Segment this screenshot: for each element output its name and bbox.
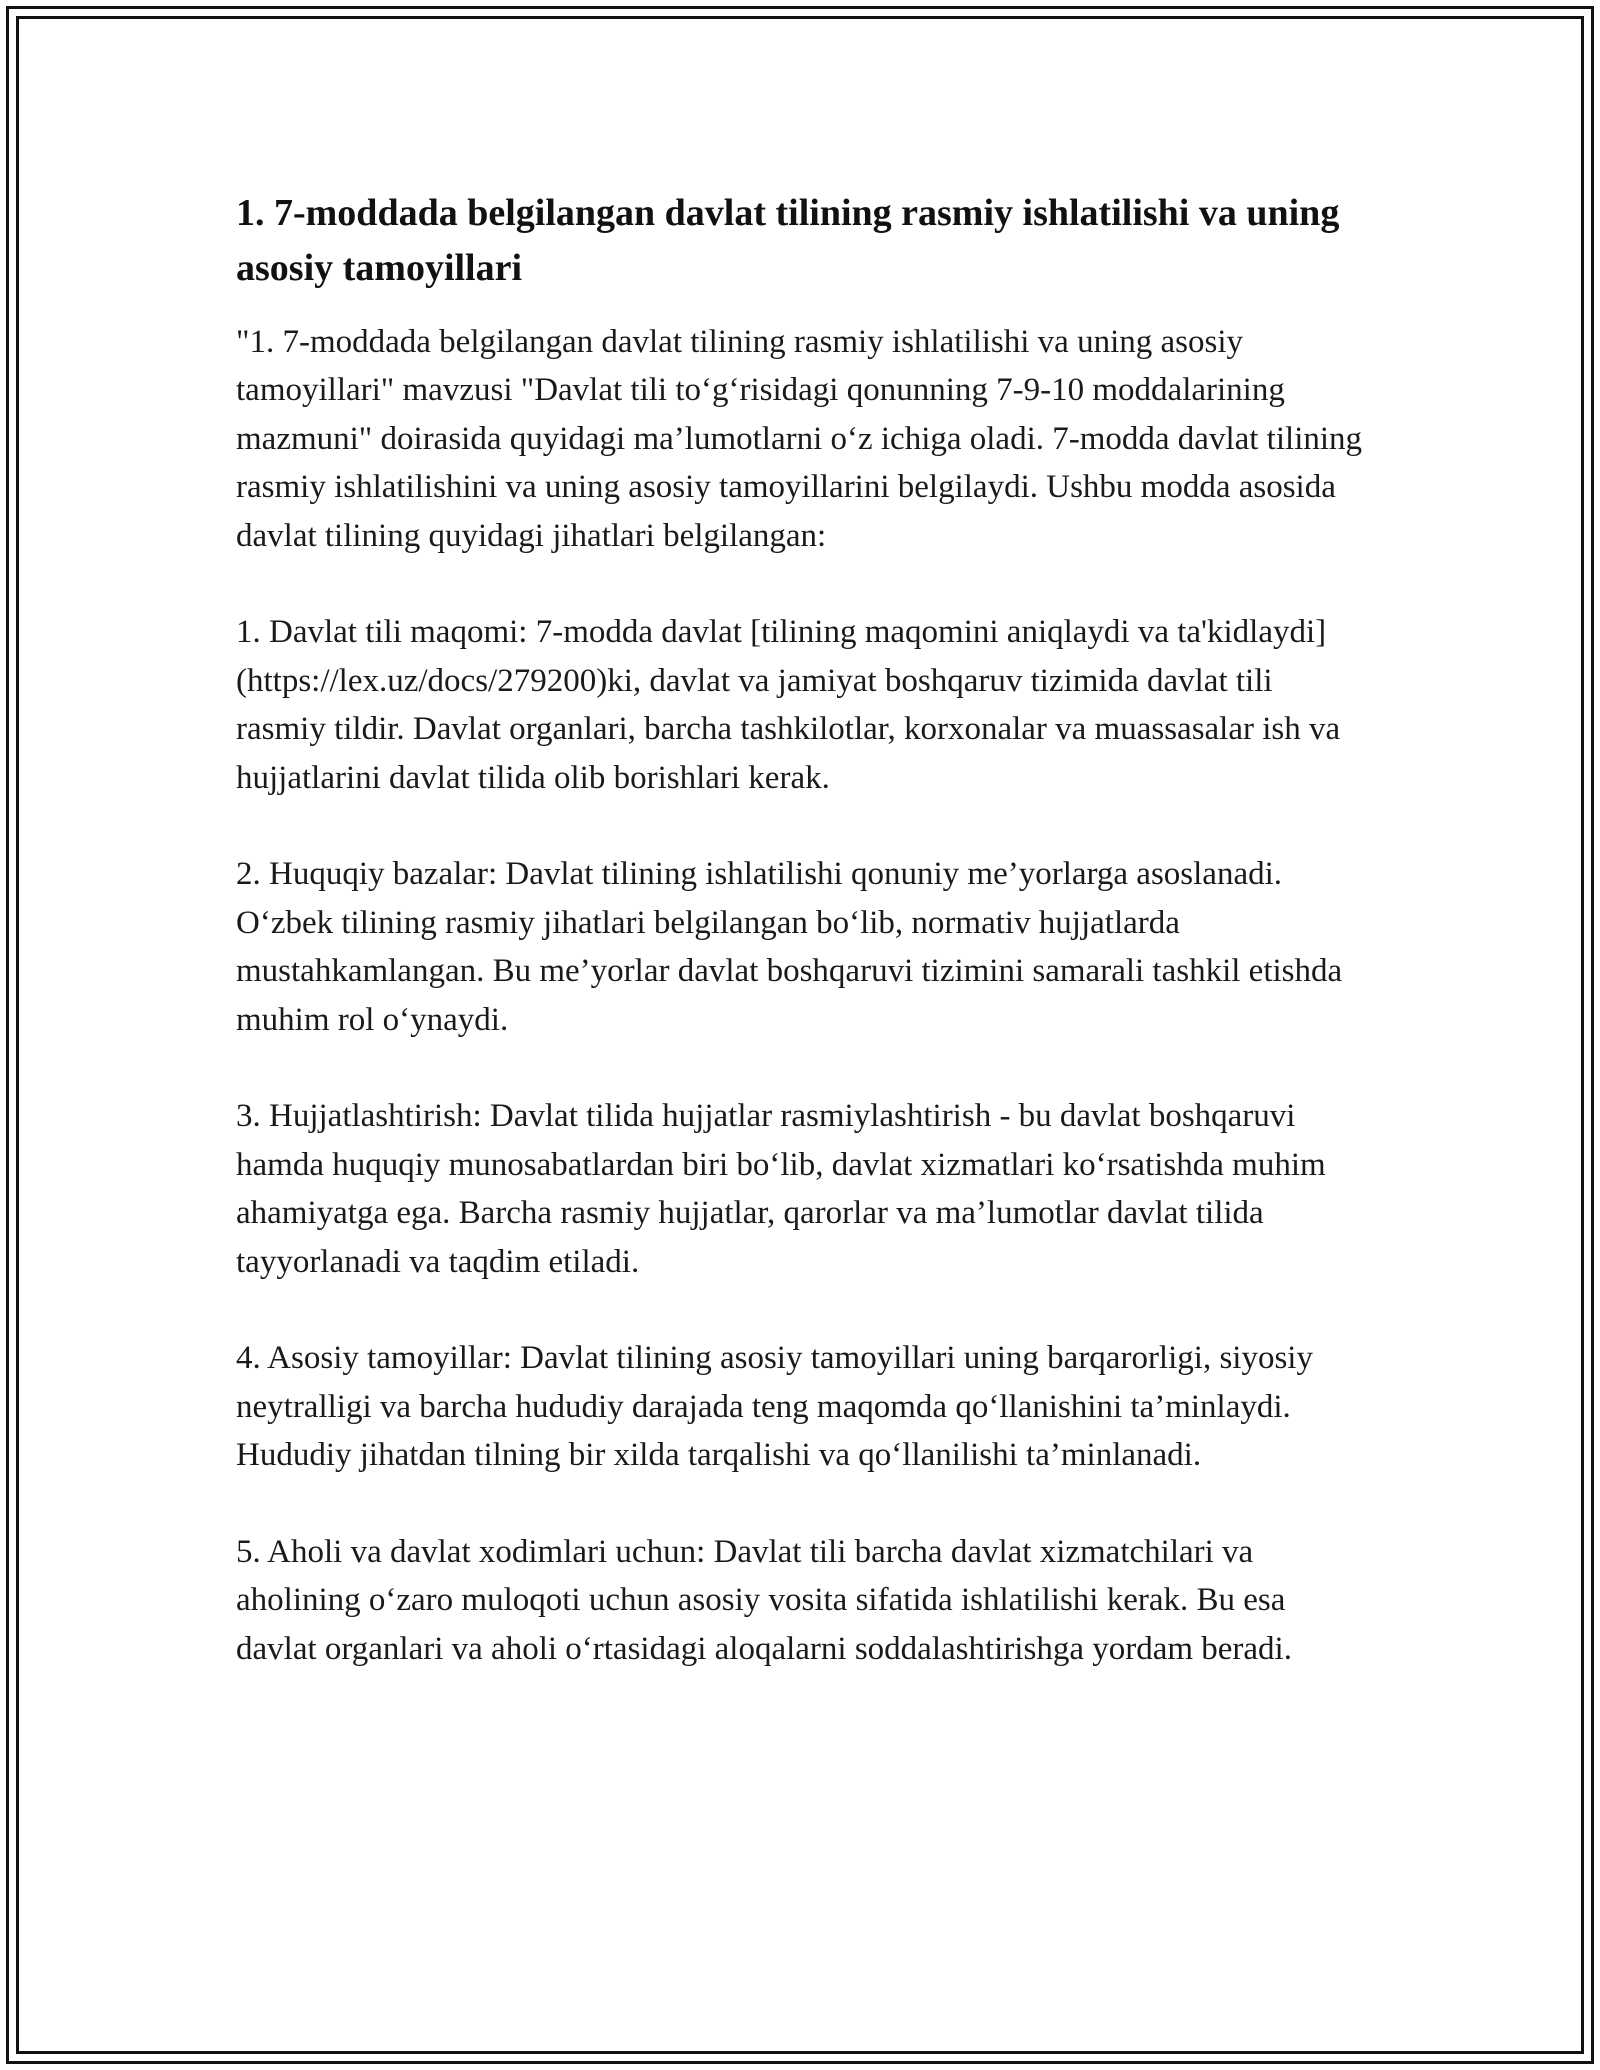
point-5-paragraph: 5. Aholi va davlat xodimlari uchun: Davlat tili barcha davlat xizmatchilari va aholining o‘zaro muloqoti uchun asosiy vosita sifatida ishlatilishi kerak. Bu esa davlat organlari va aholi o‘rtasidagi aloqalarni soddalashtirishga yordam beradi.: [236, 1534, 1292, 1667]
document-body: [236, 186, 1366, 1722]
point-4-paragraph: 4. Asosiy tamoyillar: Davlat tilining asosiy tamoyillari uning barqarorligi, siyosiy neytralligi va barcha hududiy darajada teng maqomda qo‘llanishini ta’minlaydi. Hududiy jihatdan tilning bir xilda tarqalishi va qo‘llanilishi ta’minlanadi.: [236, 1340, 1313, 1474]
document-title: 1. 7-moddada belgilangan davlat tilining rasmiy ishlatilishi va uning asosiy tamoyillari: [236, 192, 1340, 289]
intro-paragraph: "1. 7-moddada belgilangan davlat tilining rasmiy ishlatilishi va uning asosiy tamoyillari" mavzusi "Davlat tili to‘g‘risidagi qonunning 7-9-10 moddalarining mazmuni" doirasida quyidagi ma’lumotlarni o‘z ichiga oladi. 7-modda davlat tilining rasmiy ishlatilishini va uning asosiy tamoyillarini belgilaydi. Ushbu modda asosida davlat tilining quyidagi jihatlari belgilangan:: [236, 324, 1363, 554]
point-1-paragraph: 1. Davlat tili maqomi: 7-modda davlat [tilining maqomini aniqlaydi va ta'kidlaydi](https://lex.uz/docs/279200)ki, davlat va jamiyat boshqaruv tizimida davlat tili rasmiy tildir. Davlat organlari, barcha tashkilotlar, korxonalar va muassasalar ish va hujjatlarini davlat tilida olib borishlari kerak.: [236, 614, 1341, 796]
point-2-paragraph: 2. Huquqiy bazalar: Davlat tilining ishlatilishi qonuniy me’yorlarga asoslanadi. O‘zbek tilining rasmiy jihatlari belgilangan bo‘lib, normativ hujjatlarda mustahkamlangan. Bu me’yorlar davlat boshqaruvi tizimini samarali tashkil etishda muhim rol o‘ynaydi.: [236, 856, 1343, 1038]
point-3-paragraph: 3. Hujjatlashtirish: Davlat tilida hujjatlar rasmiylashtirish - bu davlat boshqaruvi hamda huquqiy munosabatlardan biri bo‘lib, davlat xizmatlari ko‘rsatishda muhim ahamiyatga ega. Barcha rasmiy hujjatlar, qarorlar va ma’lumotlar davlat tilida tayyorlanadi va taqdim etiladi.: [236, 1098, 1326, 1280]
